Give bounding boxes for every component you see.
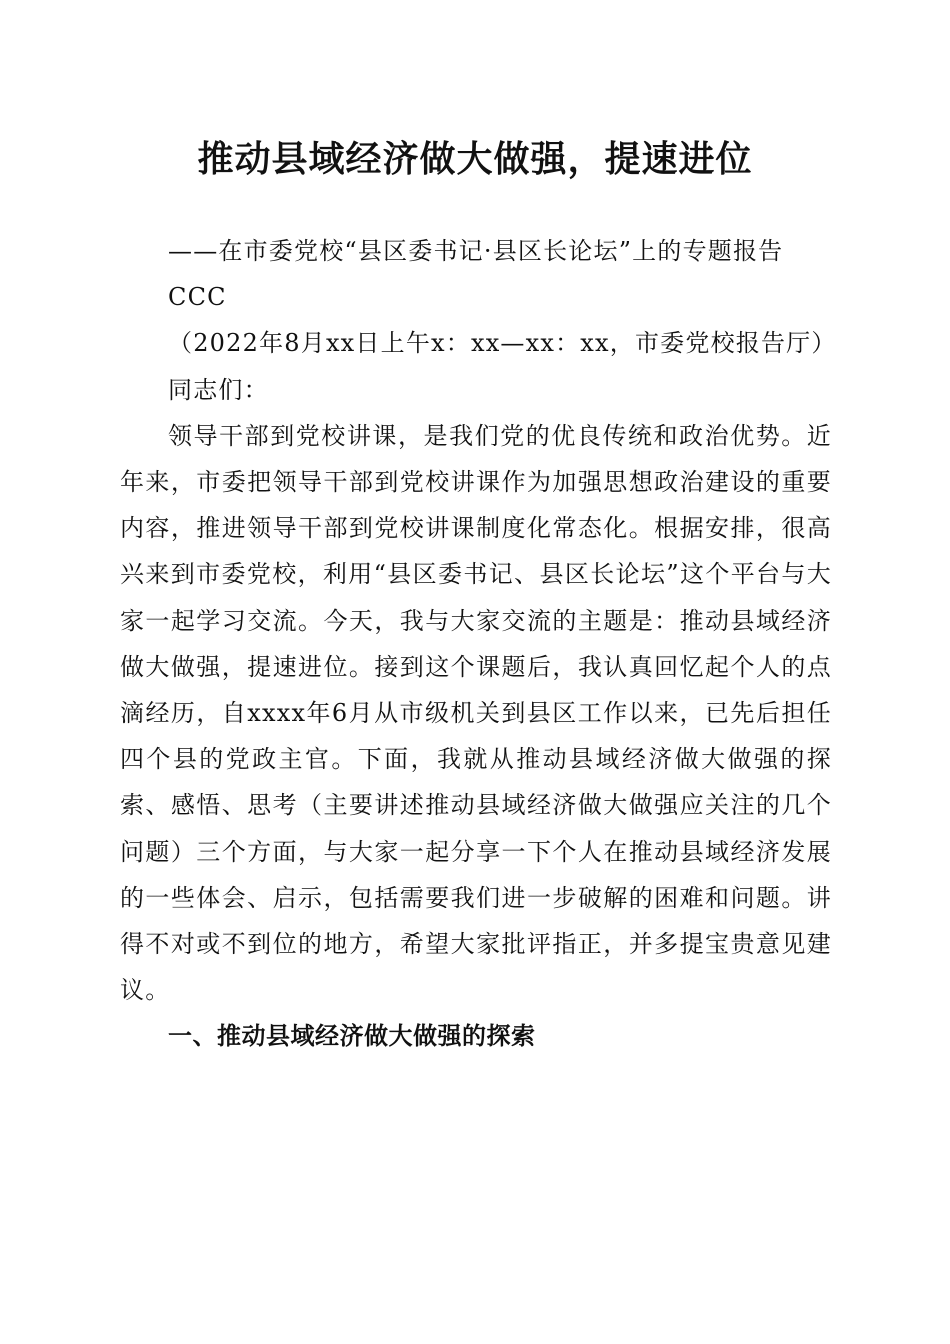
- salutation: 同志们：: [168, 375, 269, 404]
- document-subtitle: ——在市委党校“县区委书记·县区长论坛”上的专题报告: [168, 237, 784, 265]
- section-heading: 一、推动县域经济做大做强的探索: [168, 1022, 536, 1051]
- document-body: [120, 228, 837, 1060]
- document-title: 推动县域经济做大做强，提速进位: [197, 139, 753, 180]
- date-location: （2022年8月xx日上午x：xx—xx：xx，市委党校报告厅）: [168, 329, 837, 358]
- intro-paragraph: 领导干部到党校讲课，是我们党的优良传统和政治优势。近年来，市委把领导干部到党校讲课作为加强思想政治建设的重要内容，推进领导干部到党校讲课制度化常态化。根据安排，很高兴来到市委党校，利用“县区委书记、县区长论坛”这个平台与大家一起学习交流。今天，我与大家交流的主题是：推动县域经济做大做强，提速进位。接到这个课题后，我认真回忆起个人的点滴经历，自xxxx年6月从市级机关到县区工作以来，已先后担任四个县的党政主官。下面，我就从推动县域经济做大做强的探索、感悟、思考（主要讲述推动县域经济做大做强应关注的几个问题）三个方面，与大家一起分享一下个人在推动县域经济发展的一些体会、启示，包括需要我们进一步破解的困难和问题。讲得不对或不到位的地方，希望大家批评指正，并多提宝贵意见建议。: [120, 421, 832, 1005]
- author-name: CCC: [168, 283, 227, 312]
